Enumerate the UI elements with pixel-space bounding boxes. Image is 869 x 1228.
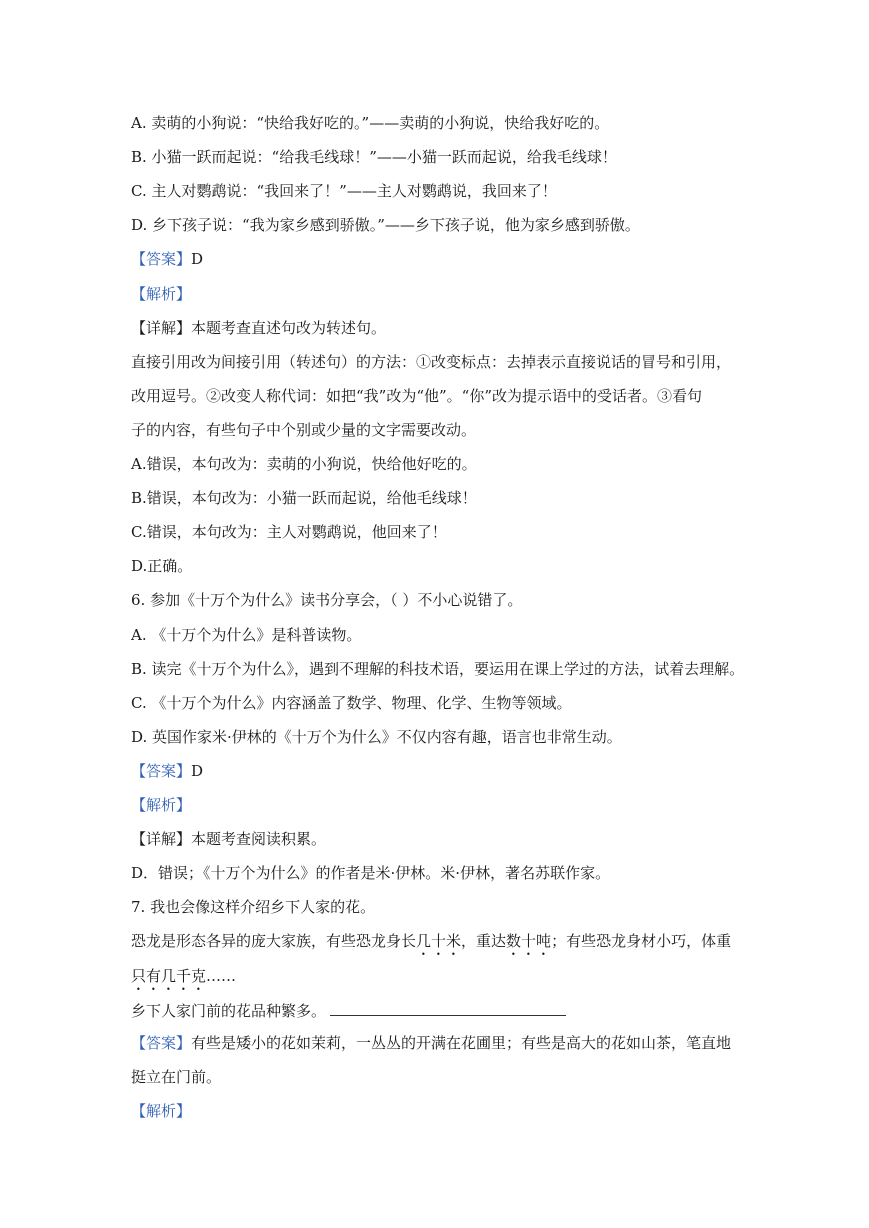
q5-explain-d: D.正确。: [131, 557, 193, 575]
detail-tag: 【详解】: [131, 319, 192, 337]
q5-answer: [131, 249, 203, 269]
detail-text: 本题考查阅读积累。: [191, 830, 327, 848]
q7-example-line-1: [131, 931, 731, 959]
q7-answer-line-1: [131, 1033, 731, 1053]
q6-stem: 6. 参加《十万个为什么》读书分享会，（ ）不小心说错了。: [131, 591, 523, 609]
q7-stem: 7. 我也会像这样介绍乡下人家的花。: [131, 898, 376, 916]
q6-answer: [131, 761, 203, 781]
answer-tag: 【答案】: [131, 1034, 192, 1052]
q5-option-b: B. 小猫一跃而起说：“给我毛线球！”——小猫一跃而起说，给我毛线球！: [131, 148, 617, 166]
q6-analysis-tag: [131, 795, 191, 815]
emphasized-text: 几十米: [416, 932, 462, 950]
q5-explain-line-1: 直接引用改为间接引用（转述句）的方法：①改变标点：去掉表示直接说话的冒号和引用，: [131, 353, 732, 371]
q5-option-c: C. 主人对鹦鹉说：“我回来了！”——主人对鹦鹉说，我回来了！: [131, 182, 557, 200]
emphasized-text: 只有几千克: [131, 967, 207, 985]
q7-analysis-tag: [131, 1101, 191, 1121]
analysis-tag: 【解析】: [131, 1102, 192, 1120]
detail-tag: 【详解】: [131, 830, 192, 848]
q5-analysis-tag: [131, 284, 191, 304]
q6-option-c: C. 《十万个为什么》内容涵盖了数学、物理、化学、生物等领域。: [131, 694, 572, 712]
detail-text: 本题考查直述句改为转述句。: [191, 319, 387, 337]
q6-detail: [131, 829, 326, 849]
q5-explain-a: A.错误，本句改为：卖萌的小狗说，快给他好吃的。: [131, 455, 477, 473]
q6-option-b: B. 读完《十万个为什么》，遇到不理解的科技术语，要运用在课上学过的方法，试着去理解。: [131, 660, 745, 678]
q6-option-a: A. 《十万个为什么》是科普读物。: [131, 626, 362, 644]
analysis-tag: 【解析】: [131, 285, 192, 303]
answer-blank-line: [330, 1001, 566, 1016]
q7-prompt: [131, 1001, 566, 1021]
answer-text: 有些是矮小的花如茉莉，一丛丛的开满在花圃里；有些是高大的花如山茶，笔直地: [191, 1034, 732, 1052]
answer-value: D: [191, 250, 204, 268]
example-text: ……: [206, 967, 237, 985]
analysis-tag: 【解析】: [131, 796, 192, 814]
q5-option-a: A. 卖萌的小狗说：“快给我好吃的。”——卖萌的小狗说，快给我好吃的。: [131, 114, 610, 132]
prompt-text: 乡下人家门前的花品种繁多。: [131, 1002, 327, 1020]
q5-explain-line-2: 改用逗号。②改变人称代词：如把“我”改为“他”。“你”改为提示语中的受话者。③看句: [131, 387, 703, 405]
q6-explain: D．错误；《十万个为什么》的作者是米·伊林。米·伊林，著名苏联作家。: [131, 864, 611, 882]
answer-value: D: [191, 762, 204, 780]
q5-option-d: D. 乡下孩子说：“我为家乡感到骄傲。”——乡下孩子说，他为家乡感到骄傲。: [131, 216, 640, 234]
example-text: ，重达: [461, 932, 507, 950]
q5-explain-c: C.错误，本句改为：主人对鹦鹉说，他回来了！: [131, 523, 447, 541]
q5-explain-b: B.错误，本句改为：小猫一跃而起说，给他毛线球！: [131, 489, 477, 507]
answer-tag: 【答案】: [131, 762, 192, 780]
example-text: ；有些恐龙身材小巧，体重: [551, 932, 732, 950]
emphasized-text: 数十吨: [506, 932, 552, 950]
q7-example-line-2: [131, 966, 236, 994]
example-text: 恐龙是形态各异的庞大家族，有些恐龙身长: [131, 932, 417, 950]
q5-explain-line-3: 子的内容，有些句子中个别或少量的文字需要改动。: [131, 421, 477, 439]
q7-answer-line-2: 挺立在门前。: [131, 1068, 222, 1086]
q5-detail: [131, 318, 386, 338]
q6-option-d: D. 英国作家米·伊林的《十万个为什么》不仅内容有趣，语言也非常生动。: [131, 728, 622, 746]
answer-tag: 【答案】: [131, 250, 192, 268]
